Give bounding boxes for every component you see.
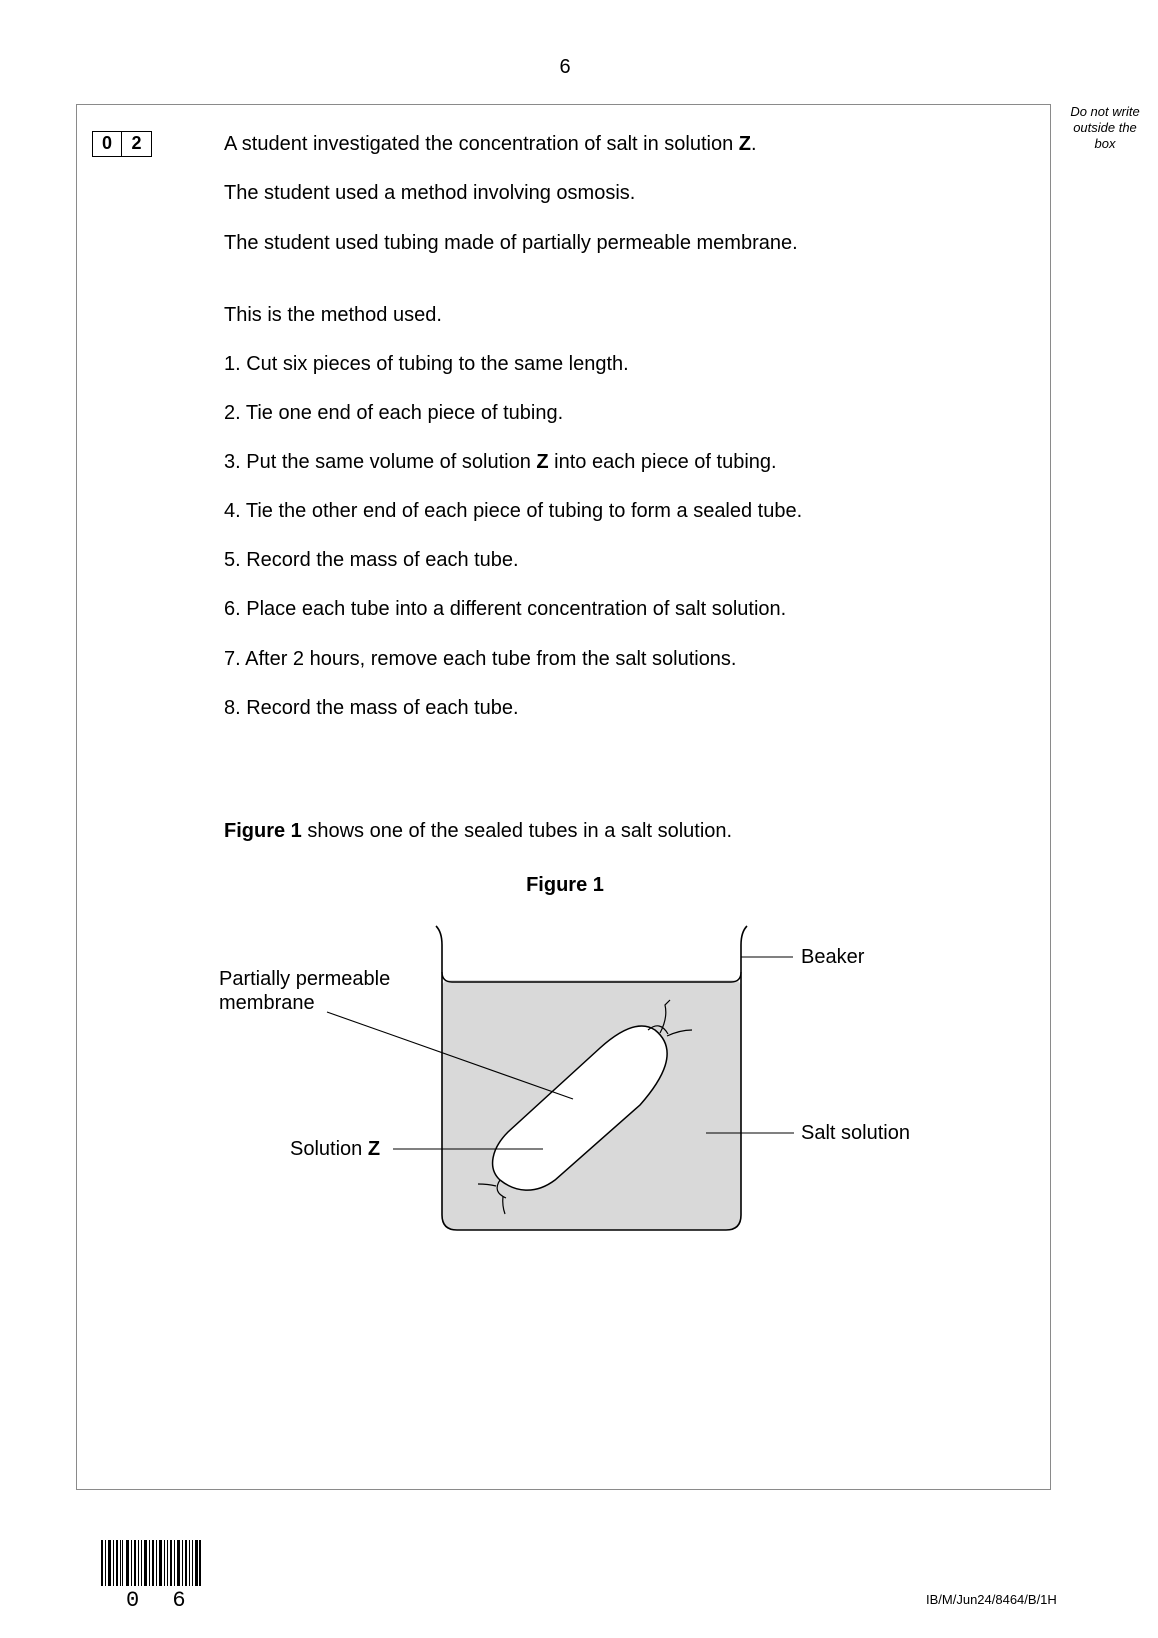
method-step-2: 2. Tie one end of each piece of tubing. xyxy=(224,402,564,424)
question-number xyxy=(92,131,152,157)
margin-note xyxy=(1060,104,1150,152)
label-membrane xyxy=(219,967,390,1015)
label-solution-z-bold: Z xyxy=(367,1138,381,1160)
intro-period: . xyxy=(751,133,757,155)
figure-ref-bold: Figure 1 xyxy=(224,820,302,842)
question-number-digit: 2 xyxy=(122,131,152,157)
answer-frame xyxy=(76,104,1051,1490)
figure-title: Figure 1 xyxy=(526,874,604,896)
barcode xyxy=(101,1540,201,1586)
method-step-7: 7. After 2 hours, remove each tube from the salt solutions. xyxy=(224,648,737,670)
intro-line-3: The student used tubing made of partially permeable membrane. xyxy=(224,232,798,254)
label-solution-z xyxy=(290,1137,380,1161)
label-membrane-line-1: Partially permeable xyxy=(219,968,391,990)
intro-line-1 xyxy=(224,133,757,156)
intro-line-2: The student used a method involving osmosis. xyxy=(224,182,636,204)
intro-text: A student investigated the concentration of salt in solution xyxy=(224,133,739,155)
figure-intro xyxy=(224,820,732,843)
method-step-4: 4. Tie the other end of each piece of tubing to form a sealed tube. xyxy=(224,500,803,522)
figure-intro-text: shows one of the sealed tubes in a salt solution. xyxy=(301,820,733,842)
margin-note-line: box xyxy=(1094,136,1116,151)
paper-reference: IB/M/Jun24/8464/B/1H xyxy=(926,1592,1057,1607)
margin-note-line: Do not write xyxy=(1070,104,1140,119)
question-number-digit: 0 xyxy=(92,131,122,157)
label-solution-text: Solution xyxy=(290,1138,368,1160)
step-3-text: 3. Put the same volume of solution xyxy=(224,451,537,473)
label-salt-solution: Salt solution xyxy=(801,1122,910,1144)
margin-note-line: outside the xyxy=(1073,120,1137,135)
method-step-8: 8. Record the mass of each tube. xyxy=(224,697,519,719)
solution-z-bold: Z xyxy=(536,451,549,473)
barcode-number: 0 6 xyxy=(126,1588,196,1613)
method-step-5: 5. Record the mass of each tube. xyxy=(224,549,519,571)
step-3-text-end: into each piece of tubing. xyxy=(548,451,777,473)
method-step-6: 6. Place each tube into a different concentration of salt solution. xyxy=(224,598,787,620)
method-heading: This is the method used. xyxy=(224,304,442,326)
page-number: 6 xyxy=(559,56,571,78)
method-step-1: 1. Cut six pieces of tubing to the same length. xyxy=(224,353,629,375)
label-membrane-line-2: membrane xyxy=(219,992,315,1014)
method-step-3 xyxy=(224,451,777,474)
solution-z-bold: Z xyxy=(738,133,751,155)
label-beaker: Beaker xyxy=(801,946,865,968)
